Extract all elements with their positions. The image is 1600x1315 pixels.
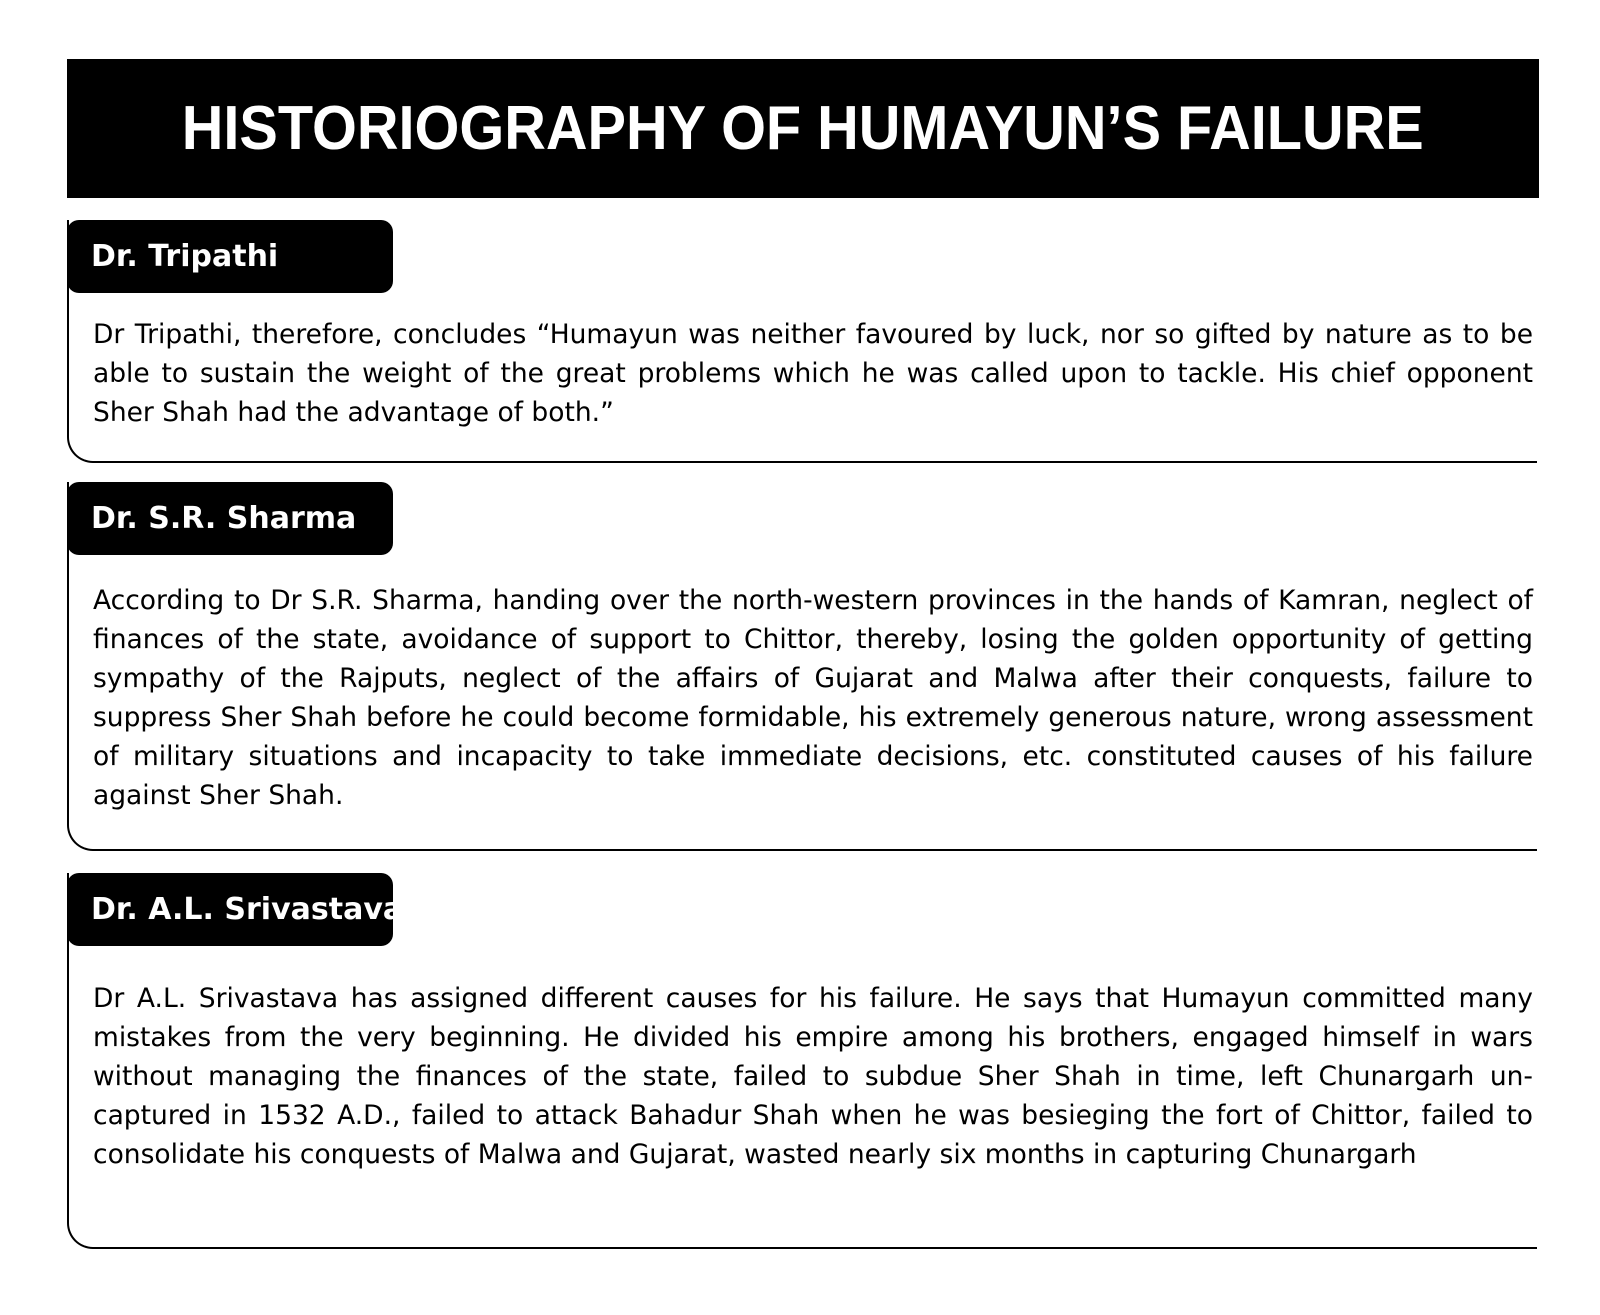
section-text: According to Dr S.R. Sharma, handing over the north-western provinces in the hands of Kamran, neglect of finances of the state, avoidance of support to Chittor, thereby, losing the golden opportunity of getting sympathy of the Rajputs, neglect of the affairs of Gujarat and Malwa after their conquests, failure to suppress Sher Shah before he could become formidable, his extremely generous nature, wrong assessment of military situations and incapacity to take immediate decisions, etc. constituted causes of his failure against Sher Shah. [93, 585, 1533, 811]
section-srivastava [67, 873, 1537, 1249]
section-tripathi [67, 220, 1537, 463]
title-banner [67, 59, 1539, 198]
section-label: Dr. Tripathi [67, 220, 393, 293]
section-label: Dr. A.L. Srivastava [67, 873, 393, 946]
section-text: Dr A.L. Srivastava has assigned different causes for his failure. He says that Humayun committed many mistakes from the very beginning. He divided his empire among his brothers, engaged himself in wars without managing the finances of the state, failed to subdue Sher Shah in time, left Chunargarh un-captured in 1532 A.D., failed to attack Bahadur Shah when he was besieging the fort of Chittor, failed to consolidate his conquests of Malwa and Gujarat, wasted nearly six months in capturing Chunargarh [93, 983, 1533, 1170]
section-sharma [67, 482, 1537, 851]
section-text: Dr Tripathi, therefore, concludes “Humayun was neither favoured by luck, nor so gifted by nature as to be able to sustain the weight of the great problems which he was called upon to tackle. His chief opponent Sher Shah had the advantage of both.” [93, 319, 1533, 428]
page-title: HISTORIOGRAPHY OF HUMAYUN’S FAILURE [182, 94, 1424, 163]
section-label: Dr. S.R. Sharma [67, 482, 393, 555]
